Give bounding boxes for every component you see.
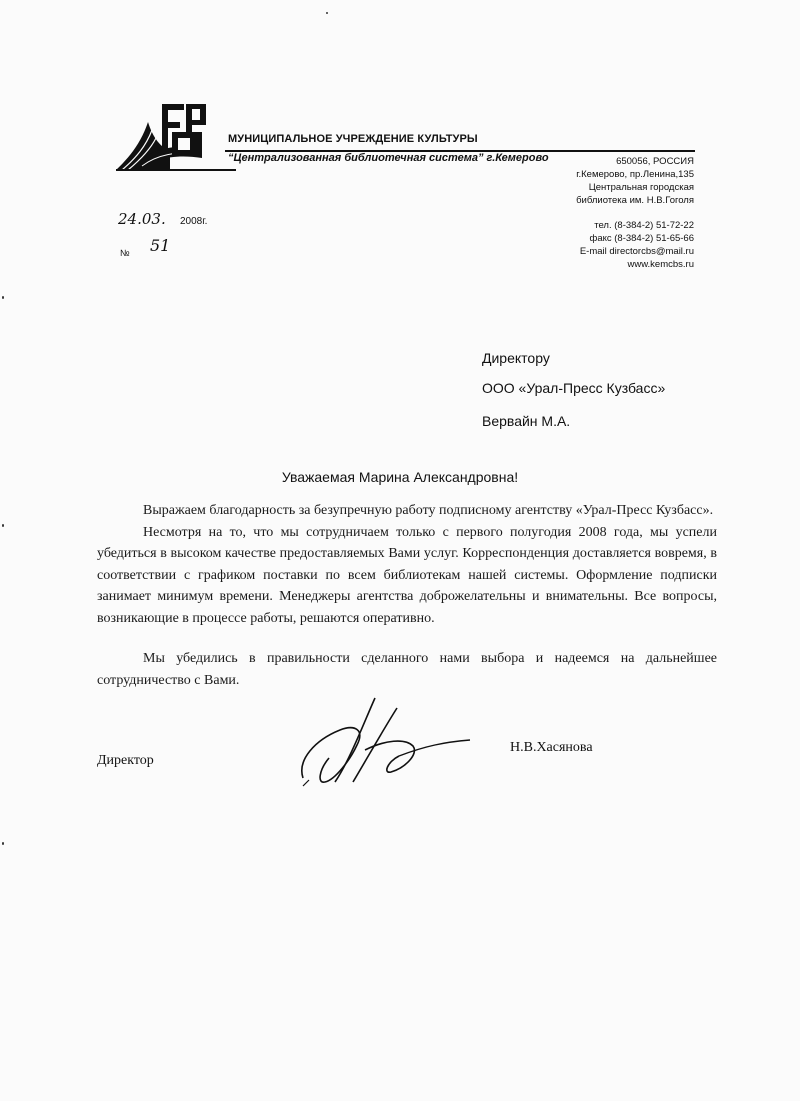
addressee-name: Вервайн М.А. xyxy=(482,413,571,429)
scan-speck xyxy=(2,524,4,527)
fax: факс (8-384-2) 51-65-66 xyxy=(589,233,694,244)
library-logo-icon xyxy=(112,100,240,172)
addressee-company: ООО «Урал-Пресс Кузбасс» xyxy=(482,380,666,396)
address-line: 650056, РОССИЯ xyxy=(616,156,694,167)
handwritten-number: 51 xyxy=(150,236,171,255)
address-line: г.Кемерово, пр.Ленина,135 xyxy=(576,169,694,180)
paragraph: Мы убедились в правильности сделанного нами выбора и надеемся на дальнейшее сотрудничество с Вами. xyxy=(97,651,717,688)
signatory-name: Н.В.Хасянова xyxy=(510,740,593,755)
paragraph: Несмотря на то, что мы сотрудничаем только с первого полугодия 2008 года, мы успели убедиться в высоком качестве предоставляемых Вами услуг. Корреспонденция доставляется вовремя, в соответствии с графиком поставки по всем библиотекам нашей системы. Оформление подписки занимает минимум времени. Менеджеры агентства доброжелательны и внимательны. Все вопросы, возникающие в процессе работы, решаются оперативно. xyxy=(97,524,717,626)
paragraph: Выражаем благодарность за безупречную работу подписному агентству «Урал-Пресс Кузбасс». xyxy=(143,503,714,518)
website: www.kemcbs.ru xyxy=(627,259,694,270)
address-block xyxy=(560,155,694,207)
scan-speck xyxy=(326,12,328,14)
email: E-mail directorcbs@mail.ru xyxy=(579,246,694,257)
scan-speck xyxy=(2,842,4,845)
number-label: № xyxy=(120,248,130,258)
contacts-block xyxy=(560,219,694,271)
letter-body xyxy=(97,500,717,691)
signatory-title: Директор xyxy=(97,753,154,768)
org-name: МУНИЦИПАЛЬНОЕ УЧРЕЖДЕНИЕ КУЛЬТУРЫ xyxy=(228,133,478,145)
addressee-position: Директору xyxy=(482,350,550,366)
org-subtitle: “Централизованная библиотечная система” г.Кемерово xyxy=(228,152,549,164)
date-year: 2008г. xyxy=(180,216,208,227)
address-line: библиотека им. Н.В.Гоголя xyxy=(576,195,694,206)
address-line: Центральная городская xyxy=(588,182,694,193)
phone: тел. (8-384-2) 51-72-22 xyxy=(594,220,694,231)
scan-speck xyxy=(2,296,4,299)
handwritten-signature-icon xyxy=(295,690,475,790)
handwritten-date: 24.03. xyxy=(118,210,166,228)
salutation: Уважаемая Марина Александровна! xyxy=(281,469,519,485)
